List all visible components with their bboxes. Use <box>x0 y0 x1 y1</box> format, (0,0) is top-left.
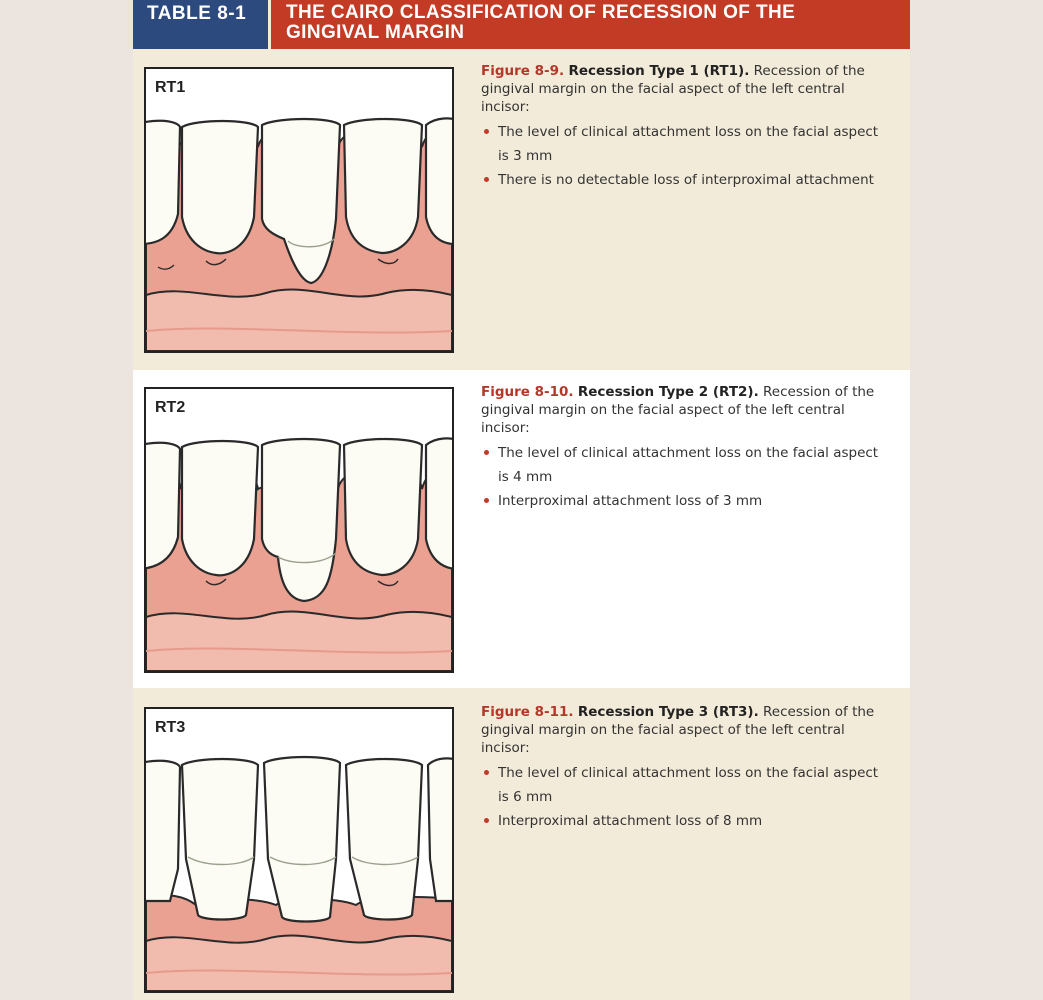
caption-intro <box>481 383 893 437</box>
caption-description: Recession of the gingival margin on the facial aspect of the left central incisor: <box>481 704 875 756</box>
table-title-bar <box>271 0 910 49</box>
bullet-item: The level of clinical attachment loss on the facial aspect is 4 mm <box>481 441 893 489</box>
table-number-badge <box>133 0 268 49</box>
teeth-drawing-rt2 <box>146 389 452 671</box>
bullet-item: Interproximal attachment loss of 3 mm <box>481 489 893 513</box>
table-8-1 <box>133 0 910 1000</box>
table-row-rt3 <box>133 688 910 1000</box>
table-row-rt1 <box>133 49 910 370</box>
figure-number: Figure 8-9. <box>481 63 565 79</box>
bullet-item: There is no detectable loss of interproximal attachment <box>481 168 893 192</box>
caption-rt3 <box>481 703 893 833</box>
caption-description: Recession of the gingival margin on the facial aspect of the left central incisor: <box>481 63 865 115</box>
caption-description: Recession of the gingival margin on the facial aspect of the left central incisor: <box>481 384 875 436</box>
table-number: TABLE 8-1 <box>147 3 247 24</box>
figure-number: Figure 8-10. <box>481 384 574 400</box>
bullet-item: The level of clinical attachment loss on the facial aspect is 6 mm <box>481 761 893 809</box>
illustration-rt3 <box>144 707 454 993</box>
rt-label: RT2 <box>155 399 186 416</box>
caption-rt1 <box>481 62 893 192</box>
table-header <box>133 0 910 49</box>
figure-number: Figure 8-11. <box>481 704 574 720</box>
teeth-drawing-rt1 <box>146 69 452 351</box>
bullet-item: The level of clinical attachment loss on the facial aspect is 3 mm <box>481 120 893 168</box>
recession-type: Recession Type 1 (RT1). <box>568 63 750 79</box>
illustration-rt2 <box>144 387 454 673</box>
rt-label: RT3 <box>155 719 186 736</box>
caption-rt2 <box>481 383 893 513</box>
recession-type: Recession Type 3 (RT3). <box>577 704 759 720</box>
rt-label: RT1 <box>155 79 186 96</box>
teeth-drawing-rt3 <box>146 709 452 991</box>
bullet-item: Interproximal attachment loss of 8 mm <box>481 809 893 833</box>
table-title: THE CAIRO CLASSIFICATION OF RECESSION OF THE GINGIVAL MARGIN <box>286 2 796 43</box>
caption-bullets <box>481 441 893 513</box>
caption-intro <box>481 62 893 116</box>
caption-bullets <box>481 761 893 833</box>
table-row-rt2 <box>133 370 910 688</box>
caption-bullets <box>481 120 893 192</box>
recession-type: Recession Type 2 (RT2). <box>577 384 759 400</box>
caption-intro <box>481 703 893 757</box>
illustration-rt1 <box>144 67 454 353</box>
